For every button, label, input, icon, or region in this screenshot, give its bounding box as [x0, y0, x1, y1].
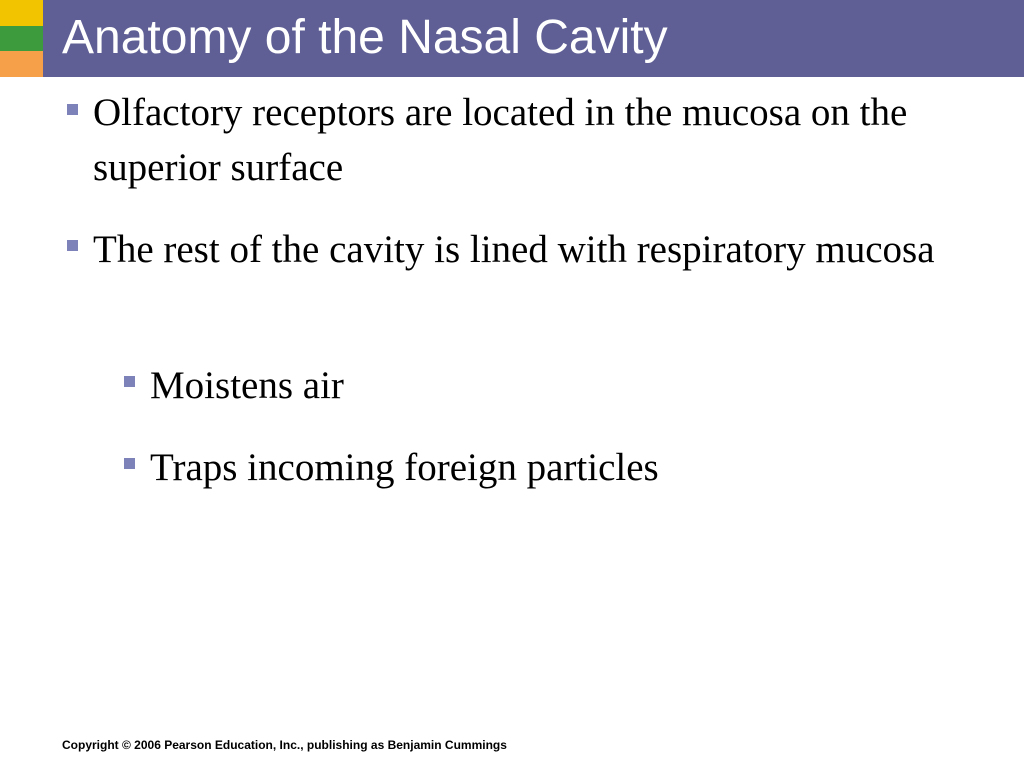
sub-bullet-item: Moistens air — [150, 364, 344, 407]
bullet-item: The rest of the cavity is lined with respiratory mucosa — [93, 228, 935, 271]
slide-title: Anatomy of the Nasal Cavity — [62, 11, 668, 64]
copyright-footer: Copyright © 2006 Pearson Education, Inc., publishing as Benjamin Cummings — [62, 738, 507, 752]
color-accent-strip — [0, 0, 43, 77]
title-bar — [0, 0, 1024, 77]
accent-block-green — [0, 26, 43, 51]
sub-bullet-item: Traps incoming foreign particles — [150, 446, 659, 489]
bullet-item: Olfactory receptors are located in the mucosa on the superior surface — [93, 91, 908, 189]
accent-block-yellow — [0, 0, 43, 26]
accent-block-orange — [0, 51, 43, 77]
square-bullet-icon — [67, 240, 78, 251]
square-bullet-icon — [124, 376, 135, 387]
square-bullet-icon — [67, 104, 78, 115]
square-bullet-icon — [124, 458, 135, 469]
